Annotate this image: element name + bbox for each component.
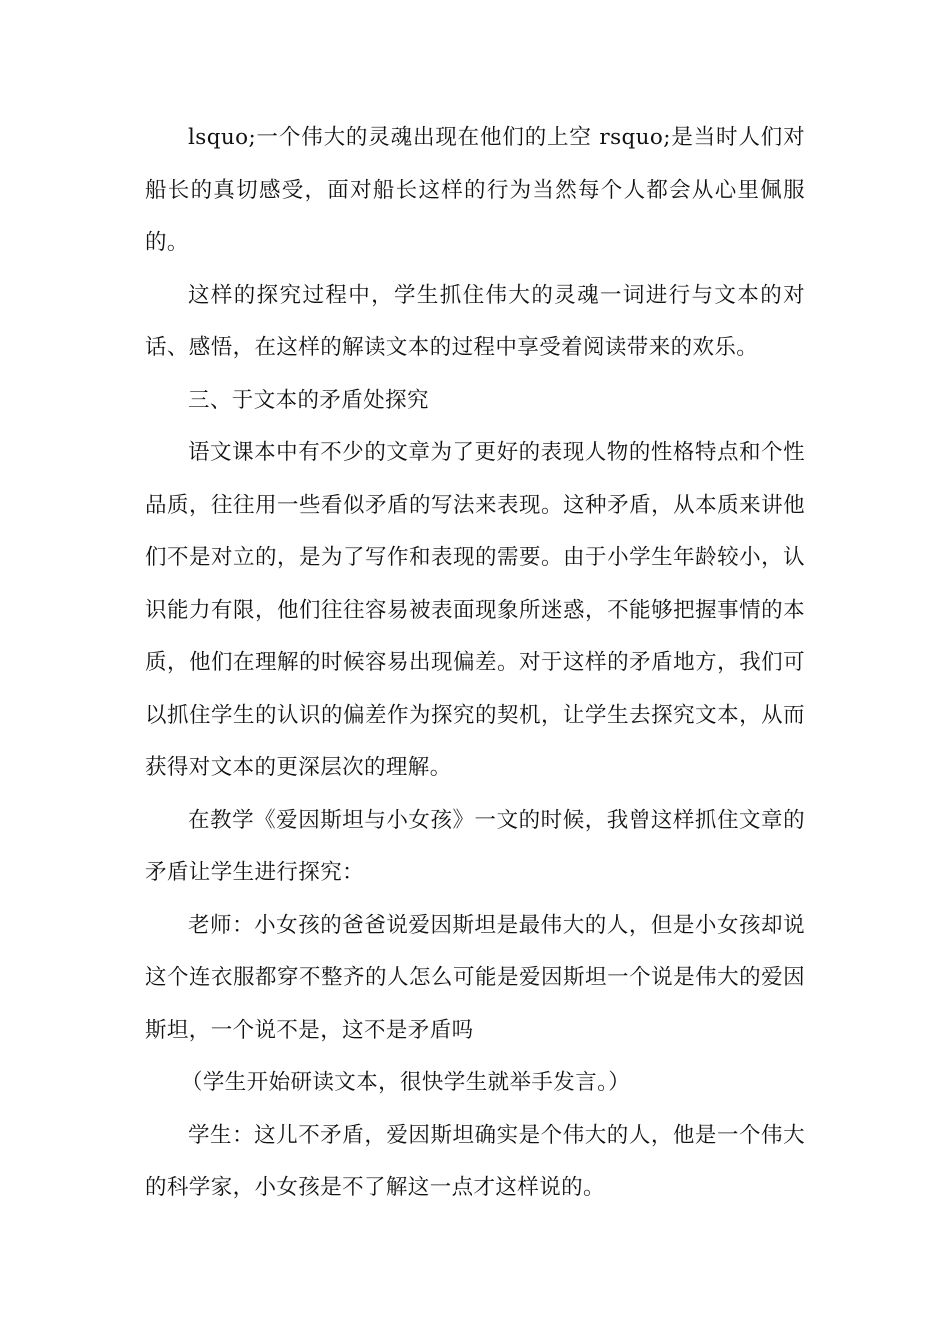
paragraph-einstein-lesson: 在教学《爱因斯坦与小女孩》一文的时候，我曾这样抓住文章的矛盾让学生进行探究： xyxy=(145,807,805,885)
paragraph-teacher-question: 老师：小女孩的爸爸说爱因斯坦是最伟大的人，但是小女孩却说这个连衣服都穿不整齐的人怎么可能是爱因斯坦一个说是伟大的爱因斯坦，一个说不是，这不是矛盾吗 xyxy=(145,912,805,1043)
paragraph-captain-soul: lsquo;一个伟大的灵魂出现在他们的上空 rsquo;是当时人们对船长的真切感受，面对船长这样的行为当然每个人都会从心里佩服的。 xyxy=(145,125,805,255)
document-page xyxy=(145,112,805,1215)
section-heading-contradiction: 三、于文本的矛盾处探究 xyxy=(188,387,429,413)
paragraph-student-action: （学生开始研读文本，很快学生就举手发言。） xyxy=(181,1070,631,1095)
paragraph-exploration-process: 这样的探究过程中，学生抓住伟大的灵魂一词进行与文本的对话、感悟，在这样的解读文本的过程中享受着阅读带来的欢乐。 xyxy=(145,282,805,360)
paragraph-student-answer: 学生：这儿不矛盾，爱因斯坦确实是个伟大的人，他是一个伟大的科学家，小女孩是不了解这一点才这样说的。 xyxy=(145,1122,805,1200)
paragraph-contradiction-explanation: 语文课本中有不少的文章为了更好的表现人物的性格特点和个性品质，往往用一些看似矛盾的写法来表现。这种矛盾，从本质来讲他们不是对立的，是为了写作和表现的需要。由于小学生年龄较小，认识能力有限，他们往往容易被表面现象所迷惑，不能够把握事情的本质，他们在理解的时候容易出现偏差。对于这样的矛盾地方，我们可以抓住学生的认识的偏差作为探究的契机，让学生去探究文本，从而获得对文本的更深层次的理解。 xyxy=(145,440,805,780)
